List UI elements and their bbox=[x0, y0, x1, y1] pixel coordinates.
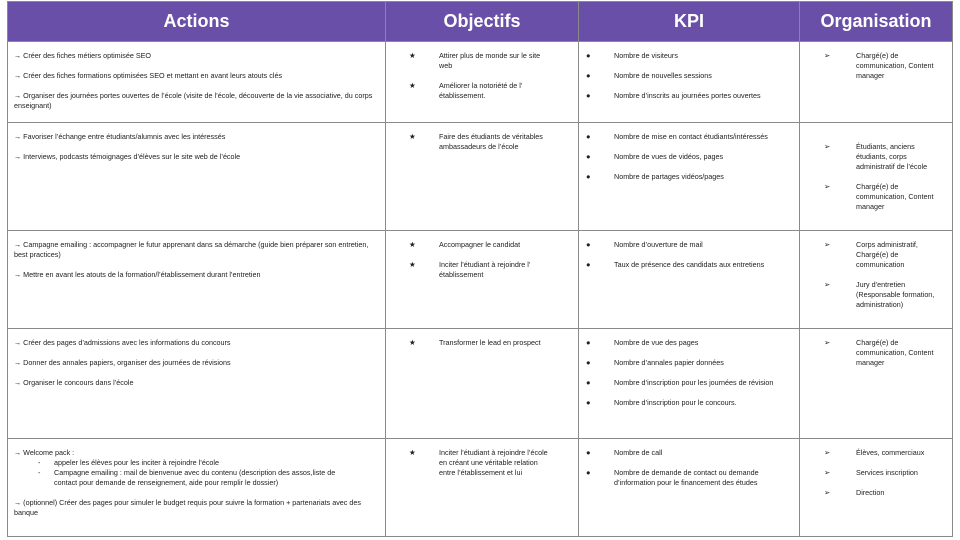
welcome-pack-sublist bbox=[14, 458, 379, 488]
objective-item: ★ Améliorer la notoriété de l’ établissement. bbox=[392, 81, 572, 101]
kpi-item: ● Taux de présence des candidats aux entretiens bbox=[586, 260, 765, 269]
kpi-cell bbox=[579, 42, 800, 123]
objective-item: ★ Inciter l’étudiant à rejoindre l’école en créant une véritable relation entre l’établissement et lui bbox=[392, 448, 572, 478]
bullet-dot-icon: ● bbox=[586, 338, 591, 347]
actions-cell bbox=[8, 123, 386, 231]
organisation-item: ➢ Jury d’entretien (Responsable formation, administration) bbox=[806, 280, 946, 310]
actions-cell bbox=[8, 42, 386, 123]
bullet-dot-icon: ● bbox=[586, 71, 591, 80]
star-icon: ★ bbox=[409, 260, 416, 269]
kpi-cell bbox=[579, 231, 800, 329]
organisation-cell bbox=[800, 439, 953, 537]
kpi-item: ● Nombre de nouvelles sessions bbox=[586, 71, 712, 80]
objective-item: ★ Accompagner le candidat bbox=[392, 240, 572, 250]
action-item: → Campagne emailing : accompagner le futur apprenant dans sa démarche (guide bien préparer son entretien, best practices) bbox=[14, 240, 369, 259]
objective-item: ★ Attirer plus de monde sur le site web bbox=[392, 51, 572, 71]
header-actions: Actions bbox=[8, 2, 386, 42]
action-item: → Donner des annales papiers, organiser des journées de révisions bbox=[14, 358, 231, 367]
objective-item: ★ Inciter l’étudiant à rejoindre l’ établissement bbox=[392, 260, 572, 280]
star-icon: ★ bbox=[409, 448, 416, 457]
bullet-dot-icon: ● bbox=[586, 398, 591, 407]
table-row bbox=[8, 439, 953, 537]
star-icon: ★ bbox=[409, 338, 416, 347]
objectifs-cell bbox=[386, 231, 579, 329]
organisation-item: ➢ Corps administratif, Chargé(e) de communication bbox=[806, 240, 946, 270]
table-row bbox=[8, 231, 953, 329]
star-icon: ★ bbox=[409, 51, 416, 60]
actions-cell bbox=[8, 439, 386, 537]
organisation-item: ➢ Élèves, commerciaux bbox=[806, 448, 946, 458]
action-item: → Favoriser l’échange entre étudiants/alumnis avec les intéressés bbox=[14, 132, 226, 141]
arrowhead-icon: ➢ bbox=[824, 240, 831, 249]
header-organisation: Organisation bbox=[800, 2, 953, 42]
arrowhead-icon: ➢ bbox=[824, 280, 831, 289]
kpi-cell bbox=[579, 123, 800, 231]
header-objectifs: Objectifs bbox=[386, 2, 579, 42]
action-item: → Créer des fiches formations optimisées SEO et mettant en avant leurs atouts clés bbox=[14, 71, 283, 80]
kpi-item: ● Nombre de demande de contact ou demande d’information pour le financement des études bbox=[586, 468, 759, 487]
action-item: → (optionnel) Créer des pages pour simuler le budget requis pour suivre la formation + partenariats avec des banque bbox=[14, 498, 361, 517]
bullet-dot-icon: ● bbox=[586, 448, 591, 457]
kpi-item: ● Nombre de visiteurs bbox=[586, 51, 678, 60]
table-row bbox=[8, 329, 953, 439]
cell-spacer bbox=[806, 132, 946, 142]
dash-icon: - bbox=[38, 468, 41, 477]
action-item: → Mettre en avant les atouts de la formation/l’établissement durant l’entretien bbox=[14, 270, 261, 279]
table-row bbox=[8, 123, 953, 231]
bullet-dot-icon: ● bbox=[586, 240, 591, 249]
organisation-item: ➢ Chargé(e) de communication, Content manager bbox=[806, 182, 946, 212]
bullet-dot-icon: ● bbox=[586, 152, 591, 161]
header-kpi: KPI bbox=[579, 2, 800, 42]
organisation-item: ➢ Services inscription bbox=[806, 468, 946, 478]
arrowhead-icon: ➢ bbox=[824, 182, 831, 191]
kpi-item: ● Nombre de call bbox=[586, 448, 663, 457]
kpi-item: ● Nombre de vue des pages bbox=[586, 338, 699, 347]
kpi-cell bbox=[579, 329, 800, 439]
kpi-item: ● Nombre d’inscription pour le concours. bbox=[586, 398, 737, 407]
bullet-dot-icon: ● bbox=[586, 260, 591, 269]
bullet-dot-icon: ● bbox=[586, 91, 591, 100]
objectifs-cell bbox=[386, 123, 579, 231]
kpi-item: ● Nombre d’ouverture de mail bbox=[586, 240, 703, 249]
action-item: → Welcome pack : bbox=[14, 448, 75, 457]
objectifs-cell bbox=[386, 42, 579, 123]
kpi-item: ● Nombre d’annales papier données bbox=[586, 358, 724, 367]
kpi-item: ● Nombre d’inscription pour les journées de révision bbox=[586, 378, 774, 387]
kpi-item: ● Nombre de mise en contact étudiants/intéressés bbox=[586, 132, 768, 141]
arrowhead-icon: ➢ bbox=[824, 468, 831, 477]
kpi-item: ● Nombre de vues de vidéos, pages bbox=[586, 152, 724, 161]
header-row bbox=[8, 2, 953, 42]
action-item: → Organiser le concours dans l’école bbox=[14, 378, 134, 387]
kpi-item: ● Nombre de partages vidéos/pages bbox=[586, 172, 724, 181]
strategy-table bbox=[7, 1, 953, 537]
organisation-item: ➢ Étudiants, anciens étudiants, corps administratif de l’école bbox=[806, 142, 946, 172]
table-row bbox=[8, 42, 953, 123]
kpi-item: ● Nombre d’inscrits au journées portes ouvertes bbox=[586, 91, 761, 100]
bullet-dot-icon: ● bbox=[586, 468, 591, 477]
organisation-cell bbox=[800, 123, 953, 231]
organisation-item: ➢ Direction bbox=[806, 488, 946, 498]
star-icon: ★ bbox=[409, 132, 416, 141]
bullet-dot-icon: ● bbox=[586, 378, 591, 387]
arrowhead-icon: ➢ bbox=[824, 142, 831, 151]
action-item: → Créer des pages d’admissions avec les informations du concours bbox=[14, 338, 231, 347]
organisation-item: ➢ Chargé(e) de communication, Content manager bbox=[806, 51, 946, 81]
action-item: → Organiser des journées portes ouvertes de l’école (visite de l’école, découverte de la vie associative, du corps enseignant) bbox=[14, 91, 373, 110]
action-item: → Créer des fiches métiers optimisée SEO bbox=[14, 51, 152, 60]
arrowhead-icon: ➢ bbox=[824, 338, 831, 347]
arrowhead-icon: ➢ bbox=[824, 51, 831, 60]
dash-icon: - bbox=[38, 458, 41, 467]
objectifs-cell bbox=[386, 439, 579, 537]
arrowhead-icon: ➢ bbox=[824, 448, 831, 457]
objective-item: ★ Transformer le lead en prospect bbox=[392, 338, 572, 348]
organisation-cell bbox=[800, 329, 953, 439]
action-item: → Interviews, podcasts témoignages d’élèves sur le site web de l’école bbox=[14, 152, 241, 161]
actions-cell bbox=[8, 329, 386, 439]
bullet-dot-icon: ● bbox=[586, 358, 591, 367]
bullet-dot-icon: ● bbox=[586, 51, 591, 60]
organisation-cell bbox=[800, 42, 953, 123]
objectifs-cell bbox=[386, 329, 579, 439]
actions-cell bbox=[8, 231, 386, 329]
arrowhead-icon: ➢ bbox=[824, 488, 831, 497]
organisation-item: ➢ Chargé(e) de communication, Content manager bbox=[806, 338, 946, 368]
star-icon: ★ bbox=[409, 81, 416, 90]
sub-item: - appeler les élèves pour les inciter à rejoindre l’école bbox=[14, 458, 379, 468]
bullet-dot-icon: ● bbox=[586, 172, 591, 181]
sub-item: - Campagne emailing : mail de bienvenue avec du contenu (description des assos,liste de contact pour demande de renseignement, aide pour remplir le dossier) bbox=[14, 468, 379, 488]
kpi-cell bbox=[579, 439, 800, 537]
objective-item: ★ Faire des étudiants de véritables ambassadeurs de l’école bbox=[392, 132, 572, 152]
organisation-cell bbox=[800, 231, 953, 329]
star-icon: ★ bbox=[409, 240, 416, 249]
bullet-dot-icon: ● bbox=[586, 132, 591, 141]
